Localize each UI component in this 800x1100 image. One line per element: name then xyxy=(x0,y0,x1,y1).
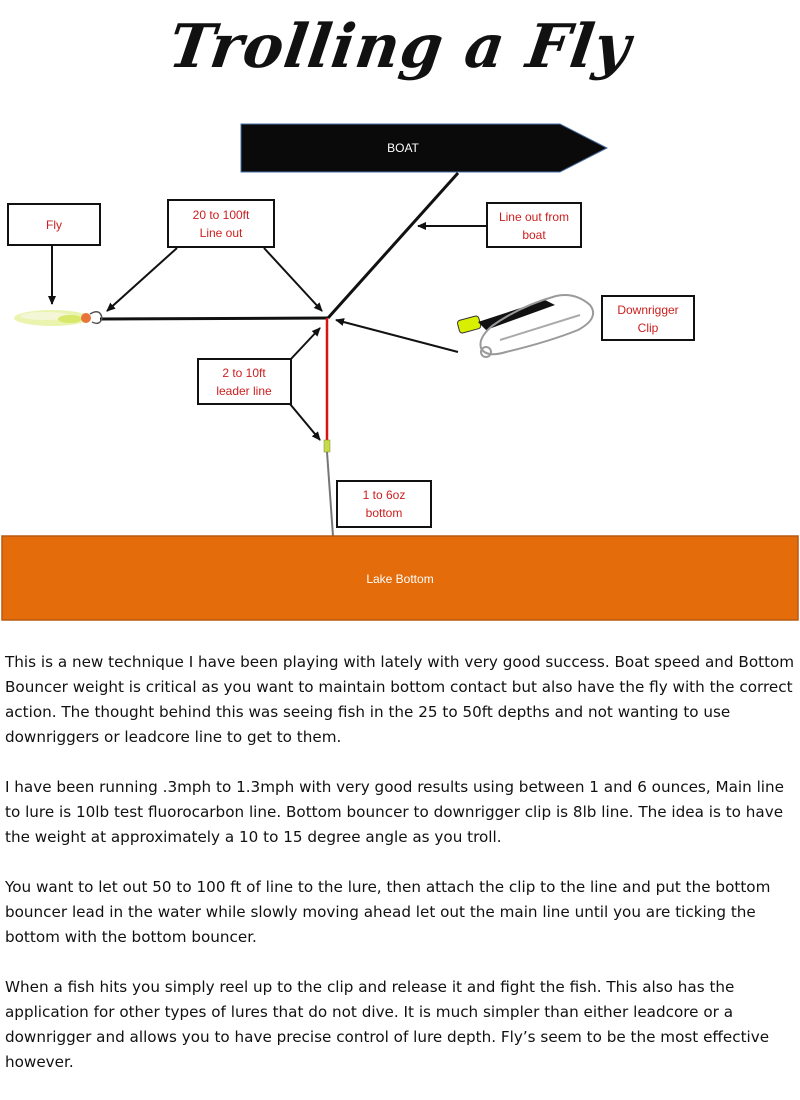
boat-label: BOAT xyxy=(387,141,419,155)
line-from-boat-label-2: boat xyxy=(522,228,546,242)
leader-label-2: leader line xyxy=(216,384,272,398)
paragraph-3: You want to let out 50 to 100 ft of line to the lure, then attach the clip to the line and put the bottom bouncer lead in the water while slowly moving ahead let out the main line until you are ticking the bottom with the bottom bouncer. xyxy=(5,878,771,946)
line-out-arrow-right xyxy=(264,248,322,311)
paragraph-2: I have been running .3mph to 1.3mph with very good results using between 1 and 6 ounces, Main line to lure is 10lb test fluorocarbon line. Bottom bouncer to downrigger clip is 8lb line. The idea is to have the weight at approximately a 10 to 15 degree angle as you troll. xyxy=(5,778,784,846)
fly-icon xyxy=(14,310,102,326)
leader-label-1: 2 to 10ft xyxy=(222,366,266,380)
boat-shape xyxy=(241,124,607,172)
line-from-boat xyxy=(328,173,458,318)
main-line xyxy=(100,318,328,319)
leader-arrow-down xyxy=(290,404,320,440)
article-body xyxy=(5,650,800,1100)
fly-label: Fly xyxy=(46,218,62,232)
line-from-boat-label-1: Line out from xyxy=(498,210,570,224)
line-out-arrow-left xyxy=(107,248,177,311)
downrigger-label-2: Clip xyxy=(637,321,659,335)
line-out-label-1: 20 to 100ft xyxy=(192,208,250,222)
bouncer-lure xyxy=(324,440,330,452)
downrigger-clip-icon xyxy=(457,295,593,357)
leader-arrow-up xyxy=(290,328,320,360)
page-title: Trolling a Fly xyxy=(164,12,636,82)
lake-bottom-label: Lake Bottom xyxy=(366,572,434,586)
bottom-label-2: bottom xyxy=(365,506,403,520)
downrigger-label-1: Downrigger xyxy=(617,303,679,317)
bottom-label-1: 1 to 6oz xyxy=(362,488,406,502)
line-out-label-2: Line out xyxy=(199,226,243,240)
downrigger-arrow xyxy=(336,320,458,352)
paragraph-4: When a fish hits you simply reel up to the clip and release it and fight the fish. This also has the application for other types of lures that do not dive. It is much simpler than either leadcore or a downrigger and allows you to have precise control of lure depth. Fly’s seem to be the most effective however. xyxy=(5,978,770,1071)
paragraph-1: This is a new technique I have been playing with lately with very good success. Boat speed and Bottom Bouncer weight is critical as you want to maintain bottom contact but also have the fly with the correct action. The thought behind this was seeing fish in the 25 to 50ft depths and not wanting to use downriggers or leadcore line to get to them. xyxy=(5,653,795,746)
bottom-bouncer-wire xyxy=(327,452,333,536)
